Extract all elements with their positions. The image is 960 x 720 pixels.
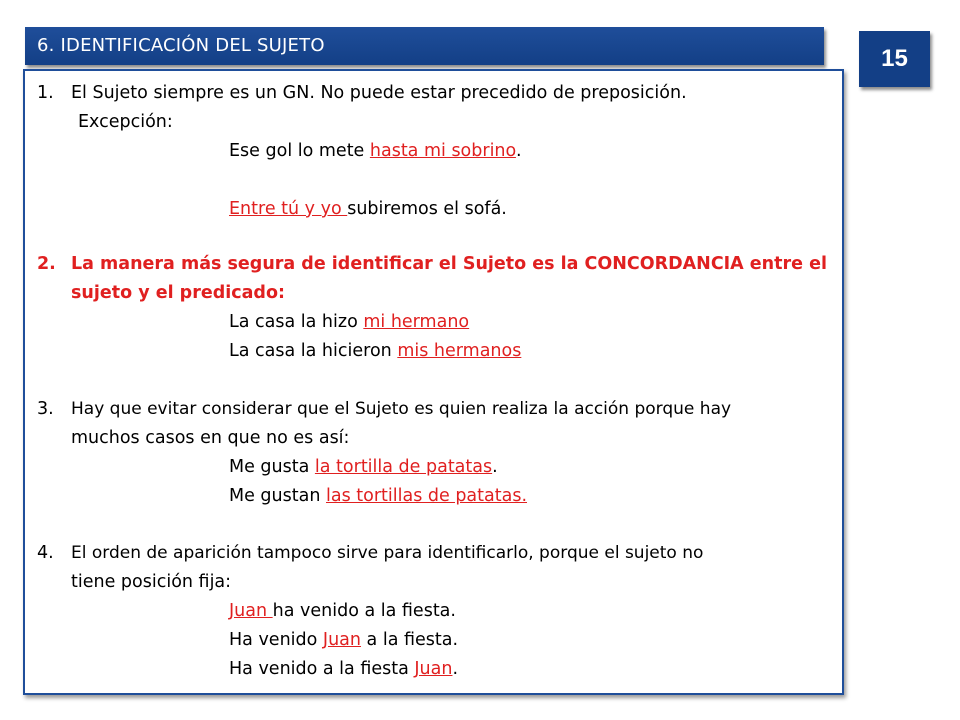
item-3-text-line1: Hay que evitar considerar que el Sujeto es quien realiza la acción porque hay [71, 399, 732, 419]
item-1-example-1: Ese gol lo mete hasta mi sobrino. [229, 141, 522, 161]
item-3-example-2: Me gustan las tortillas de patatas. [229, 486, 528, 506]
item-2-number: 2. [37, 254, 56, 274]
item-4-example-1: Juan ha venido a la fiesta. [229, 601, 456, 621]
item-2-text-line1: La manera más segura de identificar el Sujeto es la CONCORDANCIA entre el [71, 254, 827, 274]
item-4-text-line1: El orden de aparición tampoco sirve para identificarlo, porque el sujeto no [71, 543, 704, 563]
content-panel [23, 69, 844, 695]
item-4-example-3: Ha venido a la fiesta Juan. [229, 659, 459, 679]
item-1-number: 1. [37, 83, 54, 103]
item-4 [37, 541, 704, 565]
item-3-number: 3. [37, 399, 54, 419]
highlighted-subject: mi hermano [363, 312, 470, 332]
item-4-text-line2: tiene posición fija: [71, 572, 232, 592]
highlighted-subject: hasta mi sobrino [369, 141, 516, 161]
item-3-text-line2: muchos casos en que no es así: [71, 428, 350, 448]
section-title: 6. IDENTIFICACIÓN DEL SUJETO [37, 35, 325, 56]
highlighted-subject: Juan [414, 659, 453, 679]
item-4-number: 4. [37, 543, 54, 563]
highlighted-subject: la tortilla de patatas [314, 457, 493, 477]
item-2-text-line2: sujeto y el predicado: [71, 283, 285, 303]
item-3 [37, 397, 732, 421]
item-4-example-2: Ha venido Juan a la fiesta. [229, 630, 459, 650]
item-1-text: El Sujeto siempre es un GN. No puede estar precedido de preposición. [71, 83, 687, 103]
page-number: 15 [881, 45, 908, 72]
page-number-badge [859, 31, 930, 87]
highlighted-subject: Juan [229, 601, 273, 621]
item-1-example-2: Entre tú y yo subiremos el sofá. [229, 199, 507, 219]
highlighted-subject: mis hermanos [397, 341, 522, 361]
item-3-example-1: Me gusta la tortilla de patatas. [229, 457, 498, 477]
highlighted-subject: Entre tú y yo [229, 199, 348, 219]
highlighted-subject: las tortillas de patatas. [326, 486, 528, 506]
item-2 [37, 252, 827, 276]
item-2-example-2: La casa la hicieron mis hermanos [229, 341, 522, 361]
item-1-sublabel: Excepción: [78, 112, 173, 132]
item-2-example-1: La casa la hizo mi hermano [229, 312, 470, 332]
item-1 [37, 81, 687, 105]
section-title-bar [25, 27, 824, 65]
highlighted-subject: Juan [322, 630, 361, 650]
